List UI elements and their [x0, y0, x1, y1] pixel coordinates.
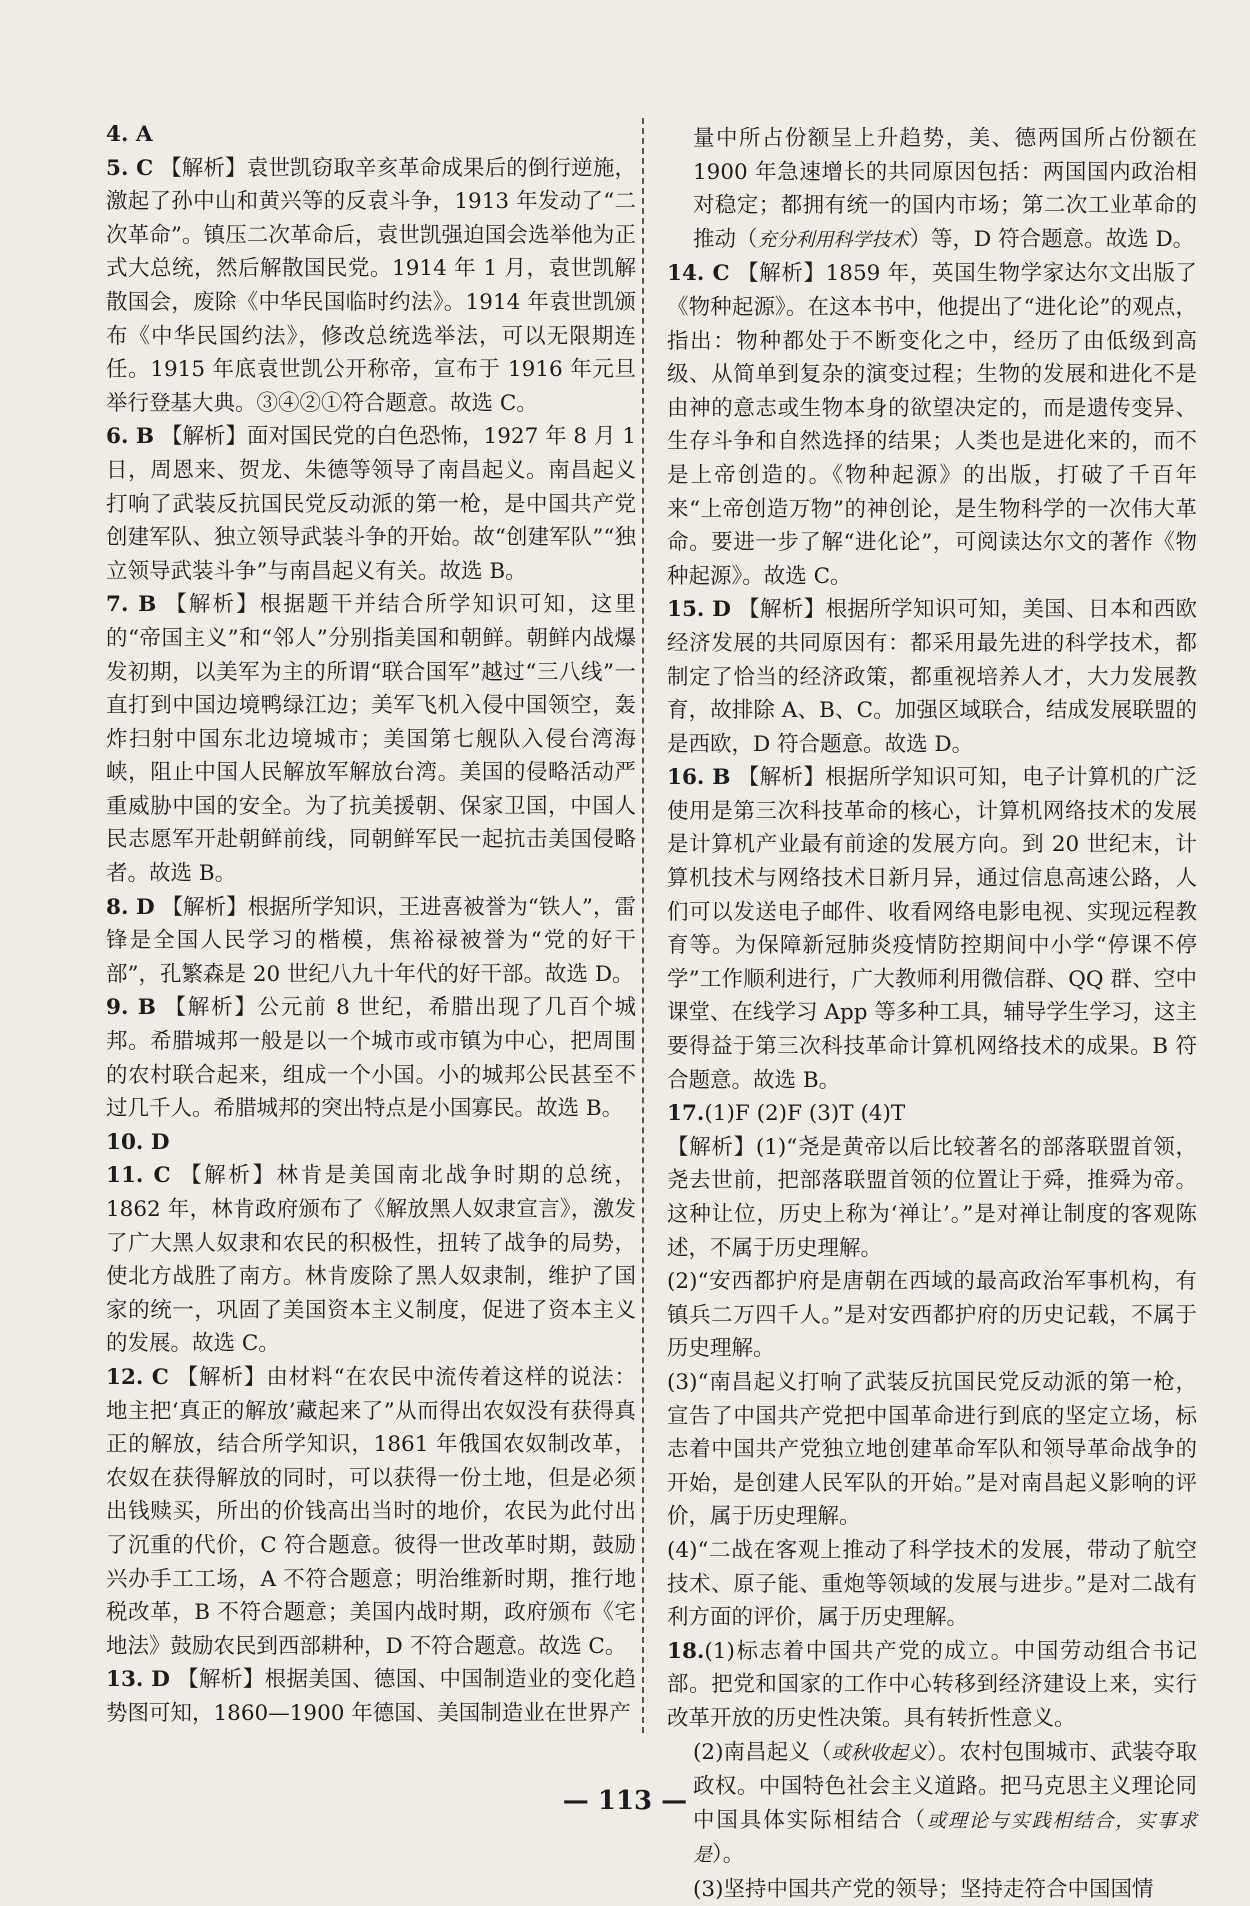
- answer-8: 8. D 【解析】根据所学知识，王进喜被誉为“铁人”，雷锋是全国人民学习的楷模，焦裕禄被誉为“党的好干部”，孔繁森是 20 世纪八九十年代的好干部。故选 D。: [106, 894, 636, 987]
- answer-6: 6. B 【解析】面对国民党的白色恐怖，1927 年 8 月 1 日，周恩来、贺龙、朱德等领导了南昌起义。南昌起义打响了武装反抗国民党反动派的第一枪，是中国共产党创建军队、独立领导武装斗争的开始。故“创建军队”“独立领导武装斗争”与南昌起义有关。故选 B。: [106, 424, 636, 584]
- column-divider: [642, 118, 644, 1733]
- answer-9: 9. B 【解析】公元前 8 世纪，希腊出现了几百个城邦。希腊城邦一般是以一个城市或市镇为中心，把周围的农村联合起来，组成一个小国。小的城邦公民甚至不过几千人。希腊城邦的突出特点是小国寡民。故选 B。: [106, 995, 636, 1122]
- answer-4: 4. A: [106, 122, 153, 147]
- answer-17-analysis-3: (3)“南昌起义打响了武装反抗国民党反动派的第一枪，宣告了中国共产党把中国革命进行到底的坚定立场，标志着中国共产党独立地创建革命军队和领导革命战争的开始，是创建人民军队的开始。”是对南昌起义影响的评价，属于历史理解。: [667, 1369, 1197, 1530]
- answer-12: 12. C 【解析】由材料“在农民中流传着这样的说法：地主把‘真正的解放’藏起来了”从而得出农奴没有获得真正的解放，结合所学知识，1861 年俄国农奴制改革，农奴在获得解放的同时，可以获得一份土地，但是必须出钱赎买，所出的价钱高出当时的地价，农民为此付出了沉重的代价，C 符合题意。彼得一世改革时期，鼓励兴办手工工场，A 不符合题意；明治维新时期，推行地税改革，B 不符合题意；美国内战时期，政府颁布《宅地法》鼓励农民到西部耕种，D 不符合题意。故选 C。: [106, 1364, 636, 1659]
- answer-17-analysis-4: (4)“二战在客观上推动了科学技术的发展，带动了航空技术、原子能、重炮等领域的发展与进步。”是对二战有利方面的评价，属于历史理解。: [667, 1537, 1197, 1631]
- answer-13-continued: 量中所占份额呈上升趋势，美、德两国所占份额在 1900 年急速增长的共同原因包括：两国国内政治相对稳定；都拥有统一的国内市场；第二次工业革命的推动（充分利用科学技术）等，D 符合题意。故选 D。: [693, 126, 1197, 252]
- answer-17-analysis-1: 【解析】(1)“尧是黄帝以后比较著名的部落联盟首领，尧去世前，把部落联盟首领的位置让于舜，推舜为帝。这种让位，历史上称为‘禅让’。”是对禅让制度的客观陈述，不属于历史理解。: [667, 1134, 1197, 1261]
- answer-18: 18.(1)标志着中国共产党的成立。中国劳动组合书记部。把党和国家的工作中心转移到经济建设上来，实行改革开放的历史性决策。具有转折性意义。: [667, 1638, 1197, 1731]
- answer-13: 13. D 【解析】根据美国、德国、中国制造业的变化趋势图可知，1860—1900 年德国、美国制造业在世界产: [106, 1667, 636, 1726]
- right-column: [667, 122, 1197, 1906]
- answer-17: 17.(1)F (2)F (3)T (4)T: [667, 1101, 906, 1127]
- answer-10: 10. D: [106, 1129, 170, 1155]
- answer-5: 5. C 【解析】袁世凯窃取辛亥革命成果后的倒行逆施，激起了孙中山和黄兴等的反袁斗争，1913 年发动了“二次革命”。镇压二次革命后，袁世凯强迫国会选举他为正式大总统，然后解散国民党。1914 年 1 月，袁世凯解散国会，废除《中华民国临时约法》。1914 年袁世凯颁布《中华民国约法》，修改总统选举法，可以无限期连任。1915 年底袁世凯公开称帝，宣布于 1916 年元旦举行登基大典。③④②①符合题意。故选 C。: [106, 155, 636, 416]
- left-column: [106, 118, 636, 1731]
- answer-18-part-2: (2)南昌起义（或秋收起义）。农村包围城市、武装夺取政权。中国特色社会主义道路。把马克思主义理论同中国具体实际相结合（或理论与实践相结合，实事求是）。: [693, 1739, 1197, 1868]
- answer-18-part-3: (3)坚持中国共产党的领导；坚持走符合中国国情: [693, 1876, 1154, 1902]
- answer-7: 7. B 【解析】根据题干并结合所学知识可知，这里的“帝国主义”和“邻人”分别指美国和朝鲜。朝鲜内战爆发初期，以美军为主的所谓“联合国军”越过“三八线”一直打到中国边境鸭绿江边；美军飞机入侵中国领空，轰炸扫射中国东北边境城市；美国第七舰队入侵台湾海峡，阻止中国人民解放军解放台湾。美国的侵略活动严重威胁中国的安全。为了抗美援朝、保家卫国，中国人民志愿军开赴朝鲜前线，同朝鲜军民一起抗击美国侵略者。故选 B。: [106, 592, 636, 887]
- answer-16: 16. B 【解析】根据所学知识可知，电子计算机的广泛使用是第三次科技革命的核心，计算机网络技术的发展是计算机产业最有前途的发展方向。到 20 世纪末，计算机技术与网络技术日新月异，通过信息高速公路，人们可以发送电子邮件、收看网络电影电视、实现远程教育等。为保障新冠肺炎疫情防控期间中小学“停课不停学”工作顺利进行，广大教师利用微信群、QQ 群、空中课堂、在线学习 App 等多种工具，辅导学生学习，这主要得益于第三次科技革命计算机网络技术的成果。B 符合题意。故选 B。: [667, 765, 1197, 1093]
- answer-14: 14. C 【解析】1859 年，英国生物学家达尔文出版了《物种起源》。在这本书中，他提出了“进化论”的观点，指出：物种都处于不断变化之中，经历了由低级到高级、从简单到复杂的演变过程；生物的发展和进化不是由神的意志或生物本身的欲望决定的，而是遗传变异、生存斗争和自然选择的结果；人类也是进化来的，而不是上帝创造的。《物种起源》的出版，打破了千百年来“上帝创造万物”的神创论，是生物科学的一次伟大革命。要进一步了解“进化论”，可阅读达尔文的著作《物种起源》。故选 C。: [667, 261, 1197, 589]
- answer-17-analysis-2: (2)“安西都护府是唐朝在西域的最高政治军事机构，有镇兵二万四千人。”是对安西都护府的历史记载，不属于历史理解。: [667, 1269, 1197, 1362]
- answer-15: 15. D 【解析】根据所学知识可知，美国、日本和西欧经济发展的共同原因有：都采用最先进的科学技术，都制定了恰当的经济政策，都重视培养人才，大力发展教育，故排除 A、B、C。加强区域联合，结成发展联盟的是西欧，D 符合题意。故选 D。: [667, 597, 1197, 757]
- answer-11: 11. C 【解析】林肯是美国南北战争时期的总统，1862 年，林肯政府颁布了《解放黑人奴隶宣言》，激发了广大黑人奴隶和农民的积极性，扭转了战争的局势，使北方战胜了南方。林肯废除了黑人奴隶制，维护了国家的统一，巩固了美国资本主义制度，促进了资本主义的发展。故选 C。: [106, 1163, 636, 1357]
- page-number: — 113 —: [562, 1786, 688, 1816]
